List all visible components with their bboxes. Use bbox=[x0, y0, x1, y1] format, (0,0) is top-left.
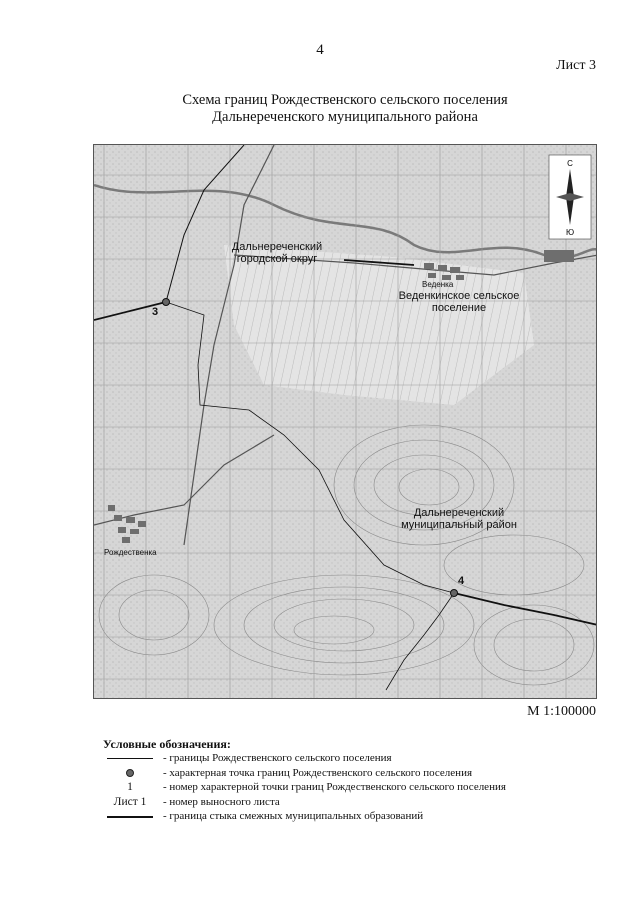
thick-line-icon bbox=[107, 816, 153, 818]
compass-south: Ю bbox=[565, 228, 575, 237]
compass-north: С bbox=[567, 159, 573, 168]
legend-text: - границы Рождественского сельского поселения bbox=[163, 752, 392, 765]
legend-row-boundary bbox=[103, 752, 583, 767]
legend-text: - характерная точка границ Рождественского сельского поселения bbox=[163, 766, 473, 779]
point-number-3: 3 bbox=[152, 306, 159, 318]
title-line-2: Дальнереченского муниципального района bbox=[212, 109, 478, 125]
legend-title: Условные обозначения: bbox=[103, 737, 231, 751]
legend-row-sheet bbox=[103, 795, 583, 810]
point-dot-icon bbox=[126, 769, 134, 777]
label-city-district: Дальнереченский городской округ bbox=[231, 241, 323, 265]
legend-row-point-number bbox=[103, 781, 583, 796]
legend-symbol: 1 bbox=[127, 781, 133, 794]
label-municipal-district: Дальнереченский муниципальный район bbox=[401, 507, 517, 531]
map-scale: М 1:100000 bbox=[527, 704, 596, 719]
legend bbox=[103, 738, 583, 824]
label-vedenka-settlement: Веденкинское сельское поселение bbox=[398, 290, 520, 314]
page-number: 4 bbox=[316, 42, 324, 58]
point-number-4: 4 bbox=[458, 575, 465, 587]
map-canvas bbox=[94, 145, 597, 699]
label-vedenka: Веденка bbox=[422, 280, 454, 289]
legend-symbol: Лист 1 bbox=[113, 795, 147, 808]
map-image bbox=[93, 144, 597, 699]
legend-text: - номер выносного листа bbox=[163, 795, 280, 808]
title-line-1: Схема границ Рождественского сельского поселения bbox=[182, 92, 508, 108]
thin-line-icon bbox=[107, 758, 153, 759]
legend-row-junction bbox=[103, 810, 583, 825]
compass-icon bbox=[549, 155, 591, 239]
legend-text: - граница стыка смежных муниципальных образований bbox=[163, 810, 424, 823]
legend-text: - номер характерной точки границ Рождественского сельского поселения bbox=[163, 781, 506, 794]
sheet-label: Лист 3 bbox=[556, 58, 596, 73]
map-title bbox=[0, 92, 640, 126]
label-rozhdestvenka: Рождественка bbox=[104, 548, 157, 557]
legend-row-point bbox=[103, 766, 583, 781]
